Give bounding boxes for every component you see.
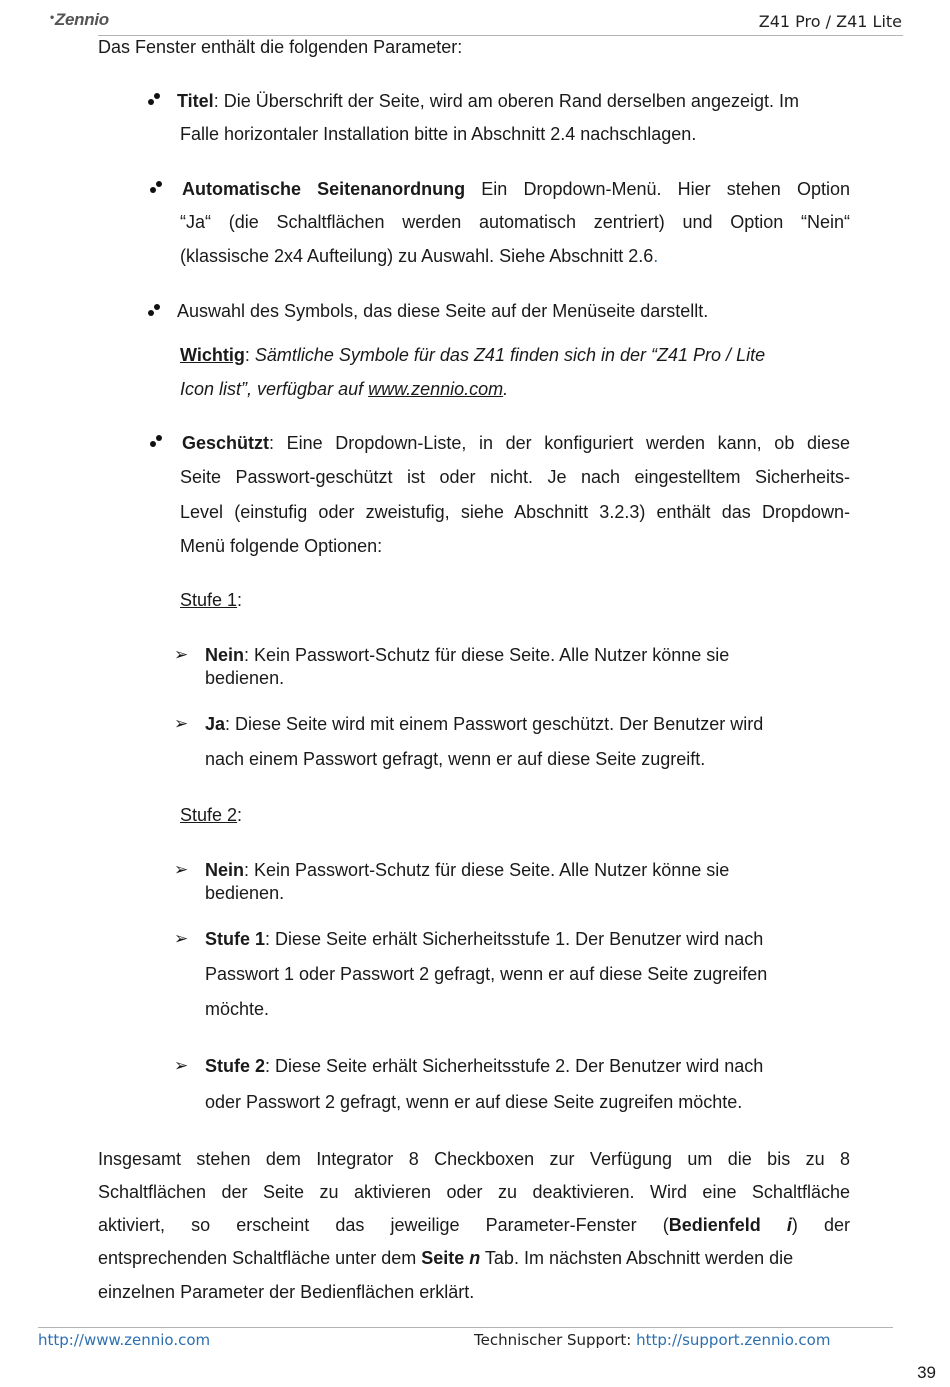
s2-option-term: Nein <box>205 860 245 880</box>
symbol-note-line-2 <box>180 379 508 399</box>
wichtig-term: Wichtig <box>180 345 245 365</box>
auto-desc: Ein Dropdown-Menü. Hier stehen Option <box>481 179 850 199</box>
s1-option-line-2: nach einem Passwort gefragt, wenn er auf diese Seite zugreift. <box>205 749 706 769</box>
s2-option-line-2: bedienen. <box>205 883 285 903</box>
titel-line-2: Falle horizontaler Installation bitte in Abschnitt 2.4 nachschlagen. <box>180 124 697 144</box>
titel-desc: : Die Überschrift der Seite, wird am oberen Rand derselben angezeigt. Im <box>213 91 799 111</box>
closing-line-4 <box>98 1248 793 1268</box>
bedienfeld-term: Bedienfeld <box>668 1215 787 1235</box>
closing-line-3-d: ) der <box>791 1215 850 1235</box>
s2-option-line-1 <box>205 1056 763 1076</box>
s1-option-line-2: bedienen. <box>205 668 285 688</box>
arrow-bullet-icon: ➢ <box>174 645 189 664</box>
page-number: 39 <box>917 1363 936 1382</box>
geschuetzt-term: Geschützt <box>182 433 270 453</box>
arrow-bullet-icon: ➢ <box>174 1056 189 1075</box>
titel-line-1 <box>177 91 799 111</box>
s2-option-term: Stufe 1 <box>205 929 266 949</box>
intro-text: Das Fenster enthält die folgenden Parameter: <box>98 37 463 57</box>
auto-line-3-text: (klassische 2x4 Aufteilung) zu Auswahl. Siehe Abschnitt 2.6 <box>180 246 654 266</box>
s2-option-desc: : Kein Passwort-Schutz für diese Seite. Alle Nutzer könne sie <box>244 860 730 880</box>
bedienfeld-i: i <box>786 1215 792 1235</box>
stufe1-colon: : <box>237 590 243 610</box>
wichtig-text-2: Icon list”, verfügbar auf <box>180 379 369 399</box>
wichtig-text: Sämtliche Symbole für das Z41 finden sich in der “Z41 Pro / Lite <box>249 345 766 365</box>
logo-text: Zennio <box>54 10 109 29</box>
bullet-icon <box>148 304 160 318</box>
titel-term: Titel <box>177 91 214 111</box>
wichtig-end: . <box>503 379 509 399</box>
support-label: Technischer Support: <box>474 1331 637 1349</box>
geschuetzt-line-2: Seite Passwort-geschützt ist oder nicht. Je nach eingestelltem Sicherheits- <box>180 467 850 487</box>
footer-support <box>474 1331 830 1349</box>
footer-website-link[interactable]: http://www.zennio.com <box>38 1331 211 1349</box>
geschuetzt-line-1 <box>182 433 850 453</box>
bullet-icon <box>148 93 160 107</box>
stufe2-heading <box>180 805 242 825</box>
footer-divider <box>38 1327 893 1328</box>
closing-line-3-a: aktiviert, so erscheint das jeweilige Parameter-Fenster ( <box>98 1215 669 1235</box>
geschuetzt-desc: : Eine Dropdown-Liste, in der konfiguriert werden kann, ob diese <box>269 433 850 453</box>
zennio-logo <box>50 10 109 30</box>
s1-option-desc: : Kein Passwort-Schutz für diese Seite. Alle Nutzer könne sie <box>244 645 730 665</box>
arrow-bullet-icon: ➢ <box>174 929 189 948</box>
auto-line-3-end: . <box>653 246 659 266</box>
s1-option-line-1 <box>205 714 763 734</box>
auto-term: Automatische Seitenanordnung <box>182 179 466 199</box>
wichtig-colon: : <box>244 345 250 365</box>
closing-line-4-d: Tab. Im nächsten Abschnitt werden die <box>480 1248 794 1268</box>
stufe1-heading <box>180 590 242 610</box>
bullet-icon <box>150 181 162 195</box>
closing-line-3 <box>98 1215 850 1235</box>
stufe2-colon: : <box>237 805 243 825</box>
s2-option-desc: : Diese Seite erhält Sicherheitsstufe 2. Der Benutzer wird nach <box>265 1056 764 1076</box>
arrow-bullet-icon: ➢ <box>174 860 189 879</box>
s1-option-line-1 <box>205 645 729 665</box>
s1-option-term: Ja <box>205 714 226 734</box>
bullet-icon <box>150 435 162 449</box>
stufe2-heading-text: Stufe 2 <box>180 805 238 825</box>
stufe1-heading-text: Stufe 1 <box>180 590 238 610</box>
header-divider <box>98 35 903 36</box>
s2-option-line-1 <box>205 860 729 880</box>
s2-option-line-2: oder Passwort 2 gefragt, wenn er auf diese Seite zugreifen möchte. <box>205 1092 743 1112</box>
closing-line-5: einzelnen Parameter der Bedienflächen erklärt. <box>98 1282 475 1302</box>
logo-dots-icon: • <box>50 10 54 24</box>
symbol-note-line-1 <box>180 345 765 365</box>
closing-line-2: Schaltflächen der Seite zu aktivieren oder zu deaktivieren. Wird eine Schaltfläche <box>98 1182 850 1202</box>
auto-line-2: “Ja“ (die Schaltflächen werden automatisch zentriert) und Option “Nein“ <box>180 212 850 232</box>
s1-option-desc: : Diese Seite wird mit einem Passwort geschützt. Der Benutzer wird <box>225 714 764 734</box>
auto-line-1 <box>182 179 850 199</box>
s2-option-line-1 <box>205 929 763 949</box>
arrow-bullet-icon: ➢ <box>174 714 189 733</box>
symbol-line-1: Auswahl des Symbols, das diese Seite auf der Menüseite darstellt. <box>177 301 709 321</box>
s2-option-line-2: Passwort 1 oder Passwort 2 gefragt, wenn er auf diese Seite zugreifen <box>205 964 768 984</box>
closing-line-4-a: entsprechenden Schaltfläche unter dem <box>98 1248 422 1268</box>
geschuetzt-line-4: Menü folgende Optionen: <box>180 536 383 556</box>
s2-option-desc: : Diese Seite erhält Sicherheitsstufe 1. Der Benutzer wird nach <box>265 929 764 949</box>
zennio-link[interactable]: www.zennio.com <box>368 379 504 399</box>
s2-option-line-3: möchte. <box>205 999 270 1019</box>
support-link[interactable]: http://support.zennio.com <box>636 1331 831 1349</box>
seite-term: Seite <box>421 1248 470 1268</box>
document-title: Z41 Pro / Z41 Lite <box>758 12 902 31</box>
s1-option-term: Nein <box>205 645 245 665</box>
s2-option-term: Stufe 2 <box>205 1056 266 1076</box>
closing-line-1: Insgesamt stehen dem Integrator 8 Checkboxen zur Verfügung um die bis zu 8 <box>98 1149 850 1169</box>
auto-line-3 <box>180 246 658 266</box>
seite-n: n <box>469 1248 481 1268</box>
geschuetzt-line-3: Level (einstufig oder zweistufig, siehe Abschnitt 3.2.3) enthält das Dropdown- <box>180 502 850 522</box>
